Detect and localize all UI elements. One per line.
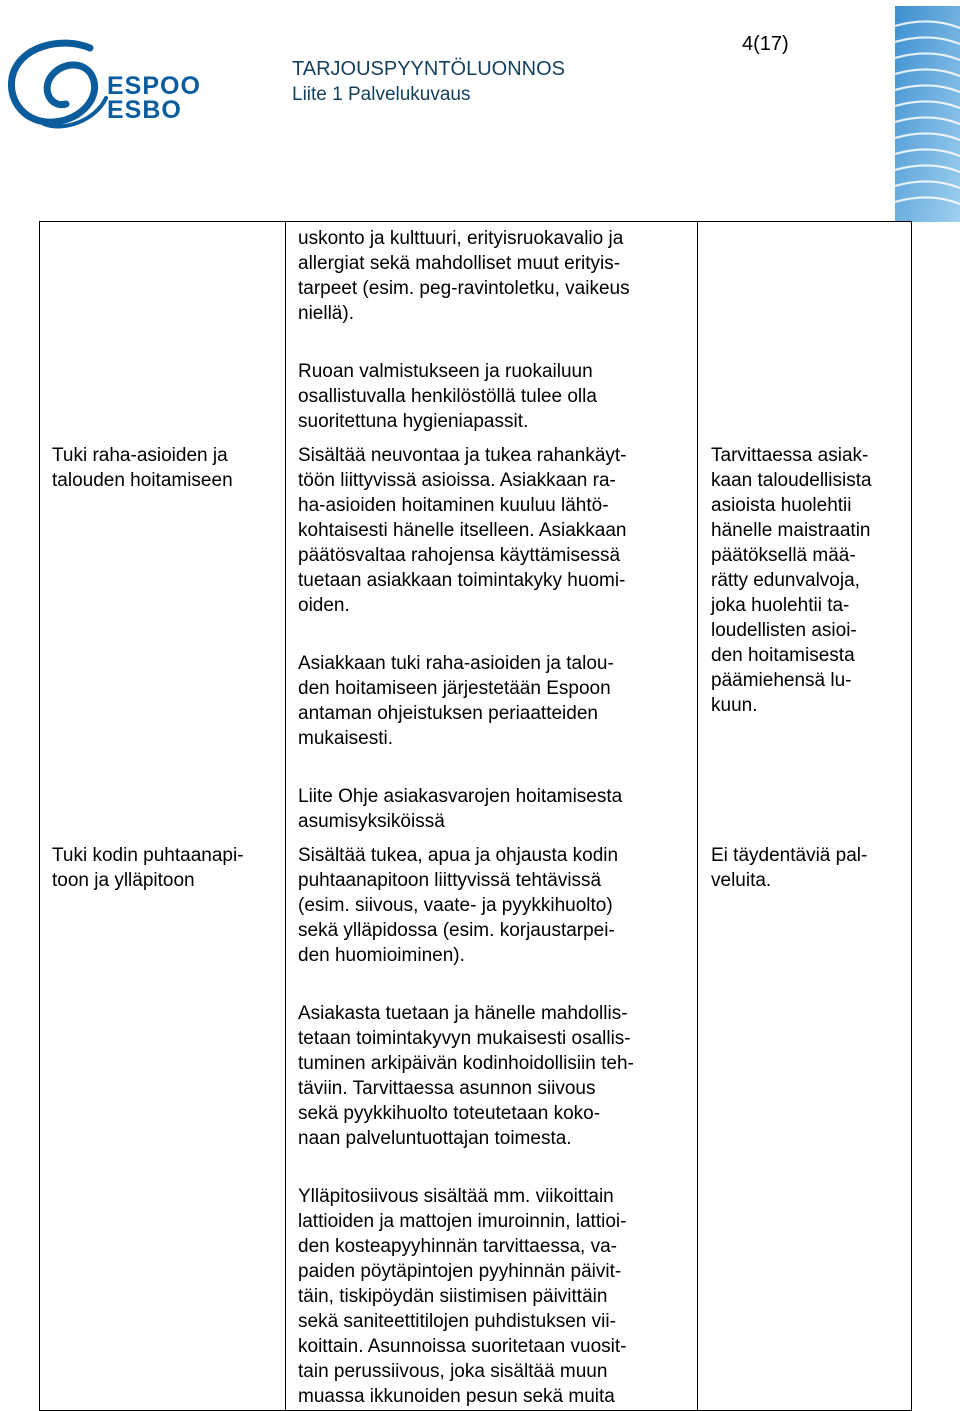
document-title: TARJOUSPYYNTÖLUONNOS — [292, 58, 565, 80]
cell-text: Ylläpitosiivous sisältää mm. viikoittain lattioiden ja mattojen imuroinnin, lattioi- den kosteapyyhinnän tarvittaessa, va- paiden pöytäpintojen pyyhinnän päivit- täin, tiskipöydän siistimisen päivittäin sekä saniteettitilojen puhdistuksen vii- koittain. Asunnoissa suoritetaan vuosit- tain perussiivous, joka sisältää muun muassa ikkunoiden pesun sekä muita — [298, 1186, 627, 1407]
espoo-swirl-icon — [4, 36, 114, 132]
cell-text: Sisältää tukea, apua ja ohjausta kodin puhtaanapitoon liittyvissä tehtävissä (esim. siivous, vaate- ja pyykkihuolto) sekä ylläpidossa (esim. korjaustarpei- den huomioiminen). — [298, 845, 619, 966]
cell-text: Sisältää neuvontaa ja tukea rahankäyt- töön liittyvissä asioissa. Asiakkaan ra- ha-asioiden hoitaminen kuuluu lähtö- kohtaisesti hänelle itselleen. Asiakkaan päätösvaltaa rahojensa käyttämisessä tuetaan asiakkaan toimintakyky huomi- oiden. — [298, 445, 627, 616]
column-divider — [697, 221, 698, 1411]
document-subtitle: Liite 1 Palvelukuvaus — [292, 84, 471, 105]
row-label-finance-support: Tuki raha-asioiden ja talouden hoitamiseen — [52, 445, 233, 491]
page-number: 4(17) — [742, 33, 789, 55]
logo-text-esbo: ESBO — [107, 96, 182, 124]
espoo-logo — [4, 36, 201, 132]
column-divider — [285, 221, 286, 1411]
cell-text: Asiakasta tuetaan ja hänelle mahdollis- tetaan toimintakyvyn mukaisesti osallis- tuminen arkipäivän kodinhoidollisiin teh- täviin. Tarvittaessa asunnon siivous sekä pyykkihuolto toteutetaan koko- naan palveluntuottajan toimesta. — [298, 1003, 634, 1149]
cell-text: uskonto ja kulttuuri, erityisruokavalio ja allergiat sekä mahdolliset muut erityis- tarpeet (esim. peg-ravintoletku, vaikeus niellä). — [298, 228, 630, 324]
logo-text-espoo: ESPOO — [107, 72, 201, 100]
cell-text: Ei täydentäviä pal- veluita. — [711, 845, 868, 891]
row-label-home-cleaning: Tuki kodin puhtaanapi- toon ja ylläpitoon — [52, 845, 244, 891]
cell-text: Ruoan valmistukseen ja ruokailuun osallistuvalla henkilöstöllä tulee olla suoritettuna hygieniapassit. — [298, 361, 597, 432]
corner-wave-graphic — [895, 6, 960, 222]
attachment-reference: Liite Ohje asiakasvarojen hoitamisesta asumisyksiköissä — [298, 786, 623, 832]
cell-text: Tarvittaessa asiak- kaan taloudellisista asioista huolehtii hänelle maistraatin päätöksellä mää- rätty edunvalvoja, joka huolehtii ta- loudellisten asioi- den hoitamisesta päämiehensä lu- kuun. — [711, 445, 872, 716]
cell-text: Asiakkaan tuki raha-asioiden ja talou- den hoitamiseen järjestetään Espoon antaman ohjeistuksen periaatteiden mukaisesti. — [298, 653, 614, 749]
